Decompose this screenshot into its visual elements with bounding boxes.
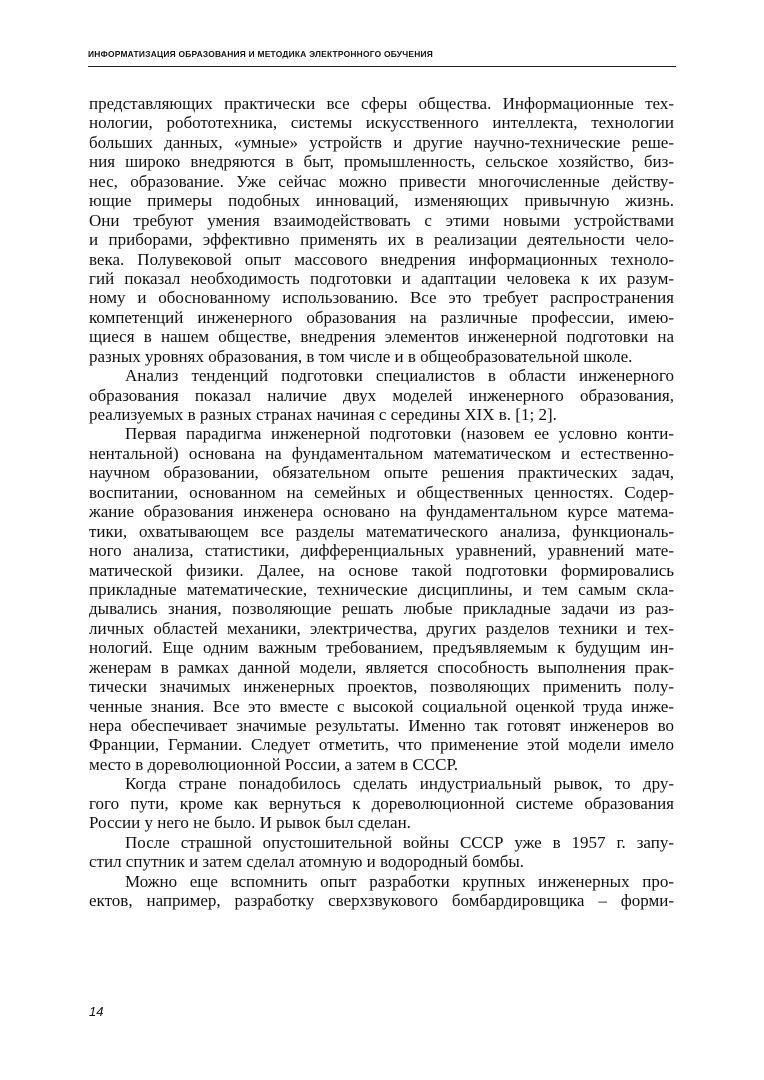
- text-line: дывались знания, позволяющие решать любые прикладные задачи из раз-: [89, 599, 674, 619]
- text-line: России у него не было. И рывок был сделан.: [89, 813, 411, 833]
- text-line: ченные знания. Все это вместе с высокой социальной оценкой труда инже-: [89, 696, 674, 716]
- text-line: нера обеспечивает значимые результаты. Именно так готовят инженеров во: [89, 716, 674, 735]
- text-line: и приборами, эффективно применять их в реализации деятельности чело-: [89, 230, 674, 250]
- text-line: ному и обоснованному использованию. Все это требует распространения: [89, 288, 674, 308]
- text-line: больших данных, «умные» устройств и другие научно-технические реше-: [89, 132, 674, 152]
- text-line: Можно еще вспомнить опыт разработки крупных инженерных про-: [125, 871, 674, 891]
- body-text: [89, 94, 674, 910]
- text-line: гого пути, кроме как вернуться к дореволюционной системе образования: [89, 793, 674, 813]
- text-line: После страшной опустошительной войны СССР уже в 1957 г. запу-: [125, 832, 674, 852]
- text-line: прикладные математические, технические дисциплины, и тем самым скла-: [89, 579, 674, 599]
- text-line: тически значимых инженерных проектов, позволяющих применить полу-: [89, 677, 674, 697]
- text-line: нологий. Еще одним важным требованием, предъявляемым к будущим ин-: [89, 638, 674, 658]
- text-line: место в дореволюционной России, а затем в СССР.: [89, 754, 459, 774]
- text-line: представляющих практически все сферы общества. Информационные тех-: [89, 94, 674, 113]
- text-line: научном образовании, обязательном опыте решения практических задач,: [89, 463, 674, 483]
- text-line: стил спутник и затем сделал атомную и водородный бомбы.: [89, 852, 525, 872]
- text-line: нентальной) основана на фундаментальном математическом и естественно-: [89, 443, 674, 463]
- text-line: щиеся в нашем обществе, внедрения элементов инженерной подготовки на: [89, 327, 674, 347]
- text-line: разных уровнях образования, в том числе и в общеобразовательной школе.: [89, 346, 633, 366]
- text-line: Анализ тенденций подготовки специалистов в области инженерного: [125, 366, 674, 386]
- paragraph-2: [89, 366, 674, 424]
- text-line: реализуемых в разных странах начиная с середины XIX в. [1; 2].: [89, 405, 557, 424]
- text-line: нес, образование. Уже сейчас можно привести многочисленные действу-: [89, 171, 674, 191]
- text-line: ния широко внедряются в быт, промышленность, сельское хозяйство, биз-: [89, 152, 674, 172]
- text-line: гий показал необходимость подготовки и адаптации человека к их разум-: [89, 268, 674, 288]
- text-line: образования показал наличие двух моделей инженерного образования,: [89, 385, 674, 405]
- text-line: Когда стране понадобилось сделать индустриальный рывок, то дру-: [125, 774, 674, 794]
- text-line: ного анализа, статистики, дифференциальных уравнений, уравнений мате-: [89, 541, 674, 561]
- paragraph-4: [89, 774, 674, 832]
- text-line: женерам в рамках данной модели, является способность выполнения прак-: [89, 657, 674, 677]
- paragraph-1: [89, 94, 674, 366]
- text-line: ющие примеры подобных инноваций, изменяющих привычную жизнь.: [89, 191, 674, 211]
- paragraph-5: [89, 833, 674, 872]
- text-line: Франции, Германии. Следует отметить, что применение этой модели имело: [89, 735, 674, 755]
- header-rule: [88, 66, 676, 67]
- text-line: Они требуют умения взаимодействовать с этими новыми устройствами: [89, 210, 674, 230]
- text-line: матической физики. Далее, на основе такой подготовки формировались: [89, 560, 674, 580]
- text-line: жание образования инженера основано на фундаментальном курсе матема-: [89, 502, 674, 522]
- text-line: личных областей механики, электричества, других разделов техники и тех-: [89, 618, 674, 638]
- text-line: тики, охватывающем все разделы математического анализа, функциональ-: [89, 521, 674, 541]
- text-line: компетенций инженерного образования на различные профессии, имею-: [89, 307, 674, 327]
- text-line: нологии, робототехника, системы искусственного интеллекта, технологии: [89, 113, 674, 133]
- text-line: ектов, например, разработку сверхзвукового бомбардировщика – форми-: [89, 890, 674, 910]
- page-number: 14: [89, 1004, 104, 1019]
- running-head: ИНФОРМАТИЗАЦИЯ ОБРАЗОВАНИЯ И МЕТОДИКА ЭЛЕКТРОННОГО ОБУЧЕНИЯ: [88, 49, 434, 59]
- text-line: воспитании, основанном на семейных и общественных ценностях. Содер-: [89, 482, 674, 502]
- text-line: Первая парадигма инженерной подготовки (назовем ее условно конти-: [125, 424, 674, 444]
- paragraph-3: [89, 424, 674, 774]
- text-line: века. Полувековой опыт массового внедрения информационных техноло-: [89, 249, 674, 269]
- paragraph-6: [89, 872, 674, 911]
